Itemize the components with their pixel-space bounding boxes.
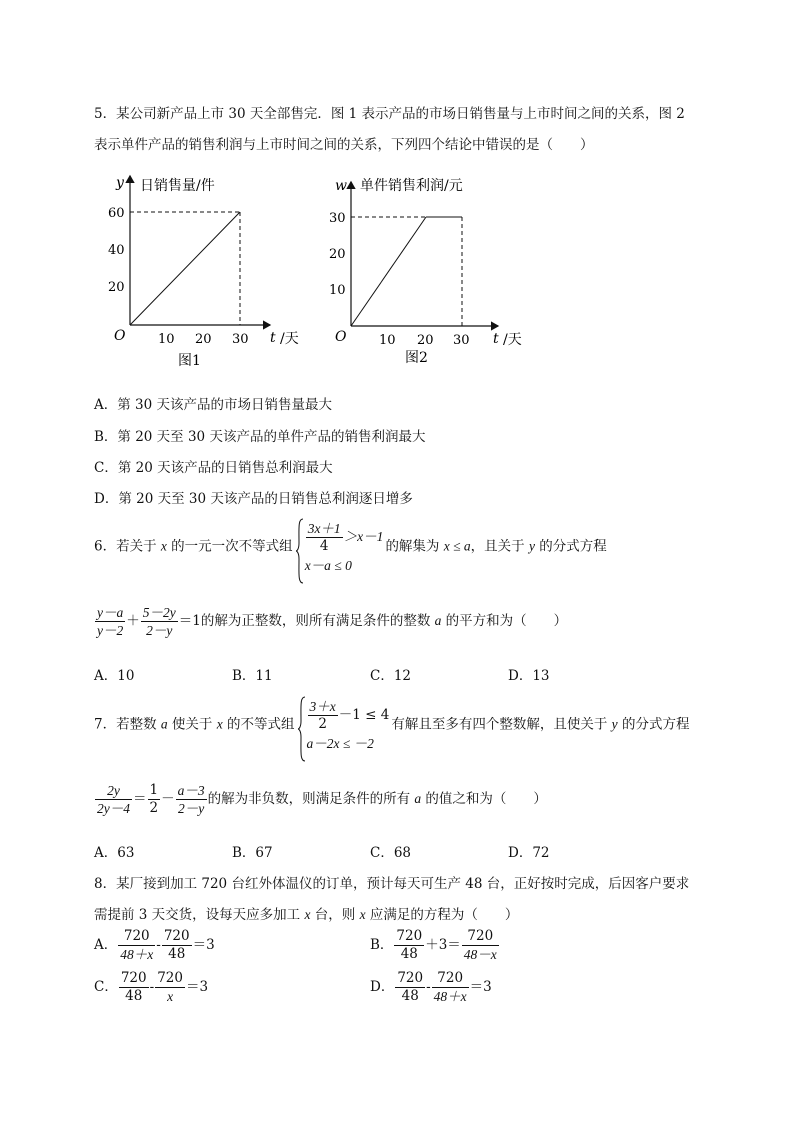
fig2-x-var: t <box>493 331 499 347</box>
fig2-xtick-20: 20 <box>417 333 434 348</box>
fig2-ytick-20: 20 <box>329 247 346 262</box>
q6-option-c: C．12 <box>370 668 412 684</box>
q7-option-c: C．68 <box>370 845 412 861</box>
q8-option-a: A． $\frac{720}{48+x}$ - $\frac{720}{48}$ ＝3 <box>94 928 215 962</box>
q8-stem-line2: 需提前 3 天交货，设每天应多加工 x 台，则 x 应满足的方程为（ ） <box>94 907 519 923</box>
fig1-xtick-20: 20 <box>195 332 212 347</box>
fig1-ytick-60: 60 <box>108 206 125 221</box>
q8-option-c: C． $\frac{720}{48}$ - $\frac{720}{x}$ ＝3 <box>94 970 209 1004</box>
q8-option-d: D． $\frac{720}{48}$ - $\frac{720}{48+x}$ ＝3 <box>370 970 492 1004</box>
q6-option-a: A．10 <box>94 668 135 684</box>
figure-2-graph <box>323 168 538 373</box>
brace-icon <box>295 518 304 584</box>
fig2-ytick-30: 30 <box>329 211 346 226</box>
q5-option-d: D．第 20 天至 30 天该产品的日销售总利润逐日增多 <box>94 491 413 507</box>
q5-stem-line1: 5．某公司新产品上市 30 天全部售完．图 1 表示产品的市场日销售量与上市时间之间的关系，图 2 <box>94 106 685 122</box>
q5-stem-line2: 表示单件产品的销售利润与上市时间之间的关系，下列四个结论中错误的是（ ） <box>94 137 594 153</box>
q5-option-b: B．第 20 天至 30 天该产品的单件产品的销售利润最大 <box>94 429 426 445</box>
q6-option-d: D．13 <box>508 668 550 684</box>
fig2-origin: O <box>335 329 347 345</box>
q7-option-d: D．72 <box>508 845 550 861</box>
fig1-ytick-20: 20 <box>108 280 125 295</box>
fig2-x-unit: /天 <box>503 332 522 348</box>
brace-icon <box>297 696 306 762</box>
q8-stem-line1: 8．某厂接到加工 720 台红外体温仪的订单，预计每天可生产 48 台，正好按时完成，后因客户要求 <box>94 876 690 892</box>
q5-option-c: C．第 20 天该产品的日销售总利润最大 <box>94 460 333 476</box>
q6-stem-line2: $\frac{y-a}{y-2}$ ＋ $\frac{5-2y}{2-y}$ ＝1的解为正整数，则所有满足条件的整数 a 的平方和为（ ） <box>97 605 568 638</box>
q6-inequality-system: $\frac{3x+1}{4}$ ＞x－1 x－a ≤ 0 <box>295 518 384 576</box>
fig2-xtick-10: 10 <box>379 333 396 348</box>
q6-option-b: B．11 <box>232 668 273 684</box>
q7-option-b: B．67 <box>232 845 273 861</box>
fig1-ytick-40: 40 <box>108 243 125 258</box>
figure-1-graph <box>100 168 310 373</box>
q7-stem-line2: $\frac{2y}{2y-4}$ ＝ $\frac{1}{2}$ － $\frac{a-3}{2-y}$ 的解为非负数，则满足条件的所有 a 的值之和为（ ） <box>97 782 547 816</box>
fig1-xtick-30: 30 <box>232 332 249 347</box>
fig2-y-unit: 单件销售利润/元 <box>360 178 463 194</box>
fig1-x-unit: /天 <box>280 331 299 347</box>
q8-option-b: B． $\frac{720}{48}$ ＋3＝ $\frac{720}{48-x}$ <box>370 928 497 962</box>
q7-option-a: A．63 <box>94 845 135 861</box>
fig1-x-var: t <box>270 330 276 346</box>
q5-option-a: A．第 30 天该产品的市场日销售量最大 <box>94 397 333 413</box>
fig1-y-unit: 日销售量/件 <box>140 178 215 194</box>
q6-stem-line1: 6．若关于 x 的一元一次不等式组 $\frac{3x+1}{4}$ ＞x－1 x－a ≤ 0 的解集为 x ≤ a，且关于 y 的分式方程 <box>94 518 607 576</box>
fig1-xtick-10: 10 <box>158 332 175 347</box>
fig2-profit-rising <box>351 217 426 326</box>
fig1-y-var: y <box>116 175 124 191</box>
fig1-origin: O <box>114 328 126 344</box>
fig2-caption: 图2 <box>405 350 428 366</box>
fig2-ytick-10: 10 <box>329 283 346 298</box>
fig1-caption: 图1 <box>178 353 201 369</box>
q7-inequality-system: $\frac{3+x}{2}$ －1 ≤ 4 a－2x ≤ －2 <box>297 696 390 754</box>
fig1-sales-line <box>130 212 240 325</box>
fig2-xtick-30: 30 <box>453 333 470 348</box>
q7-stem-line1: 7．若整数 a 使关于 x 的不等式组 $\frac{3+x}{2}$ －1 ≤ 4 a－2x ≤ －2 有解且至多有四个整数解，且使关于 y 的分式方程 <box>94 696 689 754</box>
fig2-y-var: w <box>335 178 347 194</box>
